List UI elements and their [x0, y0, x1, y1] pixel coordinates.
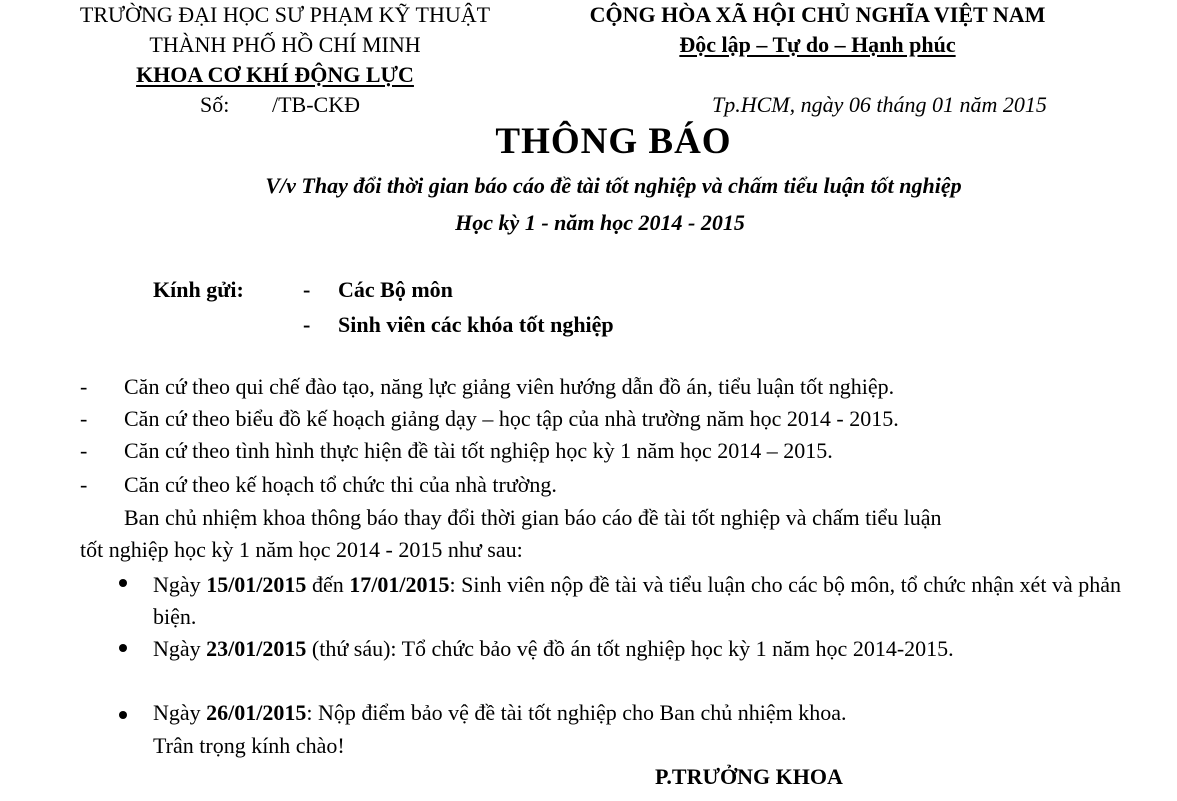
intro-line-1: Ban chủ nhiệm khoa thông báo thay đổi thời gian báo cáo đề tài tốt nghiệp và chấm tiểu luận	[124, 505, 942, 530]
bullet-icon	[119, 711, 127, 719]
schedule-prefix: Ngày	[153, 572, 207, 597]
recipient-dash: -	[303, 277, 311, 302]
schedule-prefix: Ngày	[153, 636, 207, 661]
schedule-date: 23/01/2015	[206, 636, 307, 661]
schedule-date: 15/01/2015	[206, 572, 307, 597]
national-motto: Độc lập – Tự do – Hạnh phúc	[679, 32, 956, 57]
schedule-prefix: Ngày	[153, 700, 207, 725]
schedule-item	[153, 633, 1121, 665]
basis-dash: -	[80, 438, 88, 463]
schedule-date: 17/01/2015	[349, 572, 450, 597]
intro-line-2: tốt nghiệp học kỳ 1 năm học 2014 - 2015 như sau:	[80, 537, 523, 562]
doc-number-label: Số:	[200, 92, 230, 117]
country-name: CỘNG HÒA XÃ HỘI CHỦ NGHĨA VIỆT NAM	[589, 2, 1046, 27]
basis-item: Căn cứ theo kế hoạch tổ chức thi của nhà trường.	[124, 472, 557, 497]
recipient-item: Sinh viên các khóa tốt nghiệp	[338, 312, 614, 337]
recipients-label: Kính gửi:	[153, 277, 244, 302]
basis-item: Căn cứ theo qui chế đào tạo, năng lực giảng viên hướng dẫn đồ án, tiểu luận tốt nghiệp.	[124, 374, 895, 399]
subject-line-1: V/v Thay đổi thời gian báo cáo đề tài tốt nghiệp và chấm tiểu luận tốt nghiệp	[265, 173, 962, 198]
schedule-text: (thứ sáu): Tổ chức bảo vệ đồ án tốt nghiệp học kỳ 1 năm học 2014-2015.	[306, 636, 954, 661]
basis-dash: -	[80, 472, 88, 497]
schedule-connector: đến	[306, 572, 350, 597]
bullet-icon	[119, 644, 127, 652]
schedule-item	[153, 700, 847, 726]
school-city: THÀNH PHỐ HỒ CHÍ MINH	[149, 32, 421, 57]
basis-dash: -	[80, 374, 88, 399]
schedule-date: 26/01/2015	[206, 700, 307, 725]
doc-number-value: /TB-CKĐ	[272, 92, 360, 117]
bullet-icon	[119, 579, 127, 587]
signer-title: P.TRƯỞNG KHOA	[655, 764, 843, 789]
basis-item: Căn cứ theo biểu đồ kế hoạch giảng dạy – học tập của nhà trường năm học 2014 - 2015.	[124, 406, 899, 431]
place-date: Tp.HCM, ngày 06 tháng 01 năm 2015	[712, 92, 1047, 117]
document-title: THÔNG BÁO	[495, 121, 732, 162]
basis-dash: -	[80, 406, 88, 431]
schedule-text: : Nộp điểm bảo vệ đề tài tốt nghiệp cho Ban chủ nhiệm khoa.	[306, 700, 847, 725]
schedule-item	[153, 569, 1121, 633]
schedule-text: : Sinh viên nộp đề tài và tiểu luận cho các bộ môn, tổ chức nhận xét và phản biện.	[153, 572, 1121, 629]
recipient-item: Các Bộ môn	[338, 277, 453, 302]
recipient-dash: -	[303, 312, 311, 337]
basis-item: Căn cứ theo tình hình thực hiện đề tài tốt nghiệp học kỳ 1 năm học 2014 – 2015.	[124, 438, 833, 463]
faculty-name: KHOA CƠ KHÍ ĐỘNG LỰC	[136, 62, 414, 87]
closing-line: Trân trọng kính chào!	[153, 733, 345, 758]
school-name: TRƯỜNG ĐẠI HỌC SƯ PHẠM KỸ THUẬT	[79, 2, 491, 27]
subject-line-2: Học kỳ 1 - năm học 2014 - 2015	[455, 210, 745, 235]
